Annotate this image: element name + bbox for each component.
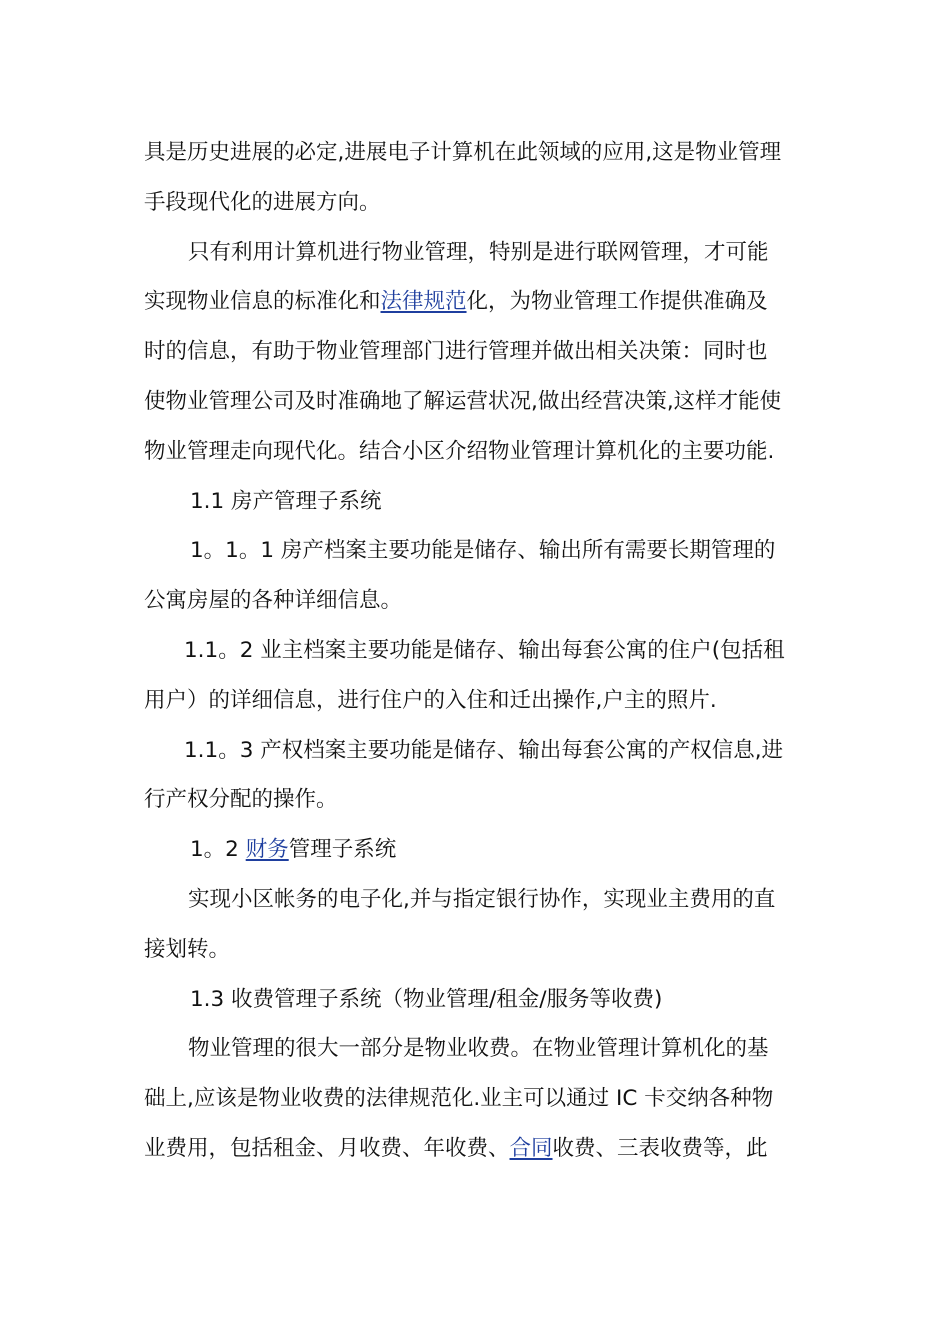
paragraph-line: 接划转。 [144, 936, 231, 962]
text-run: 1。2 [190, 837, 246, 863]
text-run: 化，为物业管理工作提供准确及 [466, 289, 768, 315]
paragraph-line: 使物业管理公司及时准确地了解运营状况,做出经营决策,这样才能使 [144, 388, 782, 414]
text-run: 业费用，包括租金、月收费、年收费、 [144, 1135, 510, 1161]
paragraph-line: 1。1。1 房产档案主要功能是储存、输出所有需要长期管理的 [190, 538, 776, 564]
paragraph-line: 实现小区帐务的电子化,并与指定银行协作，实现业主费用的直 [188, 886, 776, 912]
paragraph-line: 手段现代化的进展方向。 [144, 189, 381, 215]
paragraph-line: 础上,应该是物业收费的法律规范化.业主可以通过 IC 卡交纳各种物 [144, 1086, 774, 1112]
paragraph-line: 1.1。2 业主档案主要功能是储存、输出每套公寓的住户(包括租 [184, 637, 785, 663]
text-run: 收费、三表收费等，此 [552, 1135, 768, 1161]
paragraph-line: 时的信息，有助于物业管理部门进行管理并做出相关决策：同时也 [144, 339, 768, 365]
text-run: 实现物业信息的标准化和 [144, 289, 381, 315]
paragraph-line: 公寓房屋的各种详细信息。 [144, 588, 403, 614]
document-body [144, 128, 809, 1174]
paragraph-line: 1.1。3 产权档案主要功能是储存、输出每套公寓的产权信息,进 [184, 737, 784, 763]
section-heading: 1.3 收费管理子系统（物业管理/租金/服务等收费) [190, 986, 663, 1012]
paragraph-line: 只有利用计算机进行物业管理，特别是进行联网管理，才可能 [188, 239, 769, 265]
paragraph-line [144, 1124, 809, 1174]
paragraph-line: 用户）的详细信息，进行住户的入住和迁出操作,户主的照片. [144, 687, 717, 713]
link-legal-norms[interactable]: 法律规范 [380, 289, 467, 315]
link-finance[interactable]: 财务 [245, 837, 289, 863]
paragraph-line: 物业管理走向现代化。结合小区介绍物业管理计算机化的主要功能. [144, 438, 775, 464]
paragraph-line [144, 277, 809, 327]
link-contract[interactable]: 合同 [509, 1135, 553, 1161]
text-run: 管理子系统 [288, 837, 397, 863]
paragraph-line: 行产权分配的操作。 [144, 787, 338, 813]
section-heading: 1.1 房产管理子系统 [190, 488, 382, 514]
paragraph-line: 具是历史进展的必定,进展电子计算机在此领域的应用,这是物业管理 [144, 140, 782, 165]
paragraph-line: 物业管理的很大一部分是物业收费。在物业管理计算机化的基 [188, 1036, 769, 1062]
section-heading [144, 825, 809, 875]
